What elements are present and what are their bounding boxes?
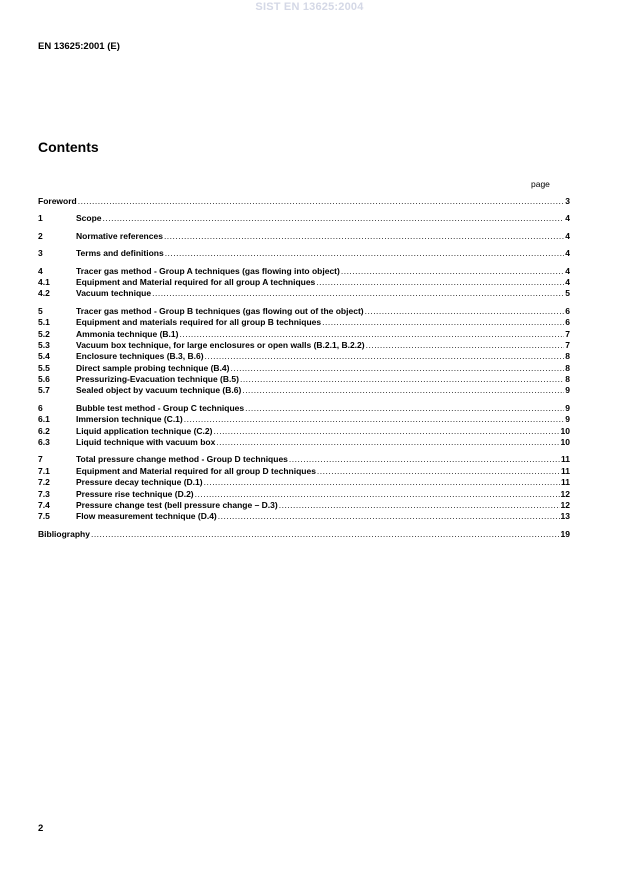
toc-entry-title: Bubble test method - Group C techniques <box>76 402 245 413</box>
toc-entry-page: 4 <box>565 213 570 224</box>
watermark: SIST EN 13625:2004 <box>255 1 364 13</box>
toc-entry[interactable] <box>38 340 570 351</box>
toc-entry-number: 6 <box>38 402 43 413</box>
page-number: 2 <box>38 823 44 834</box>
toc-entry-number: 4.2 <box>38 288 50 299</box>
toc-entry[interactable] <box>38 266 570 277</box>
toc-entry-page: 6 <box>565 317 570 328</box>
toc-entry[interactable] <box>38 477 570 488</box>
toc-group <box>38 231 570 242</box>
toc-entry-page: 7 <box>565 339 570 350</box>
toc-entry[interactable] <box>38 511 570 522</box>
toc-dot-leader <box>195 489 560 500</box>
toc-entry-title: Tracer gas method - Group B techniques (gas flowing out of the object) <box>76 305 364 316</box>
toc-dot-leader <box>152 288 564 299</box>
toc-entry-number: 5.2 <box>38 328 50 339</box>
toc-entry-page: 11 <box>561 454 570 465</box>
toc-entry-page: 3 <box>565 196 570 206</box>
toc-entry[interactable] <box>38 529 570 540</box>
toc-entry-title: Pressure decay technique (D.1) <box>76 477 203 488</box>
table-of-contents <box>38 196 570 546</box>
toc-entry-number: 5.4 <box>38 351 50 362</box>
page-title: Contents <box>38 139 99 155</box>
toc-entry-number: 6.3 <box>38 437 50 448</box>
toc-entry[interactable] <box>38 489 570 500</box>
toc-dot-leader <box>179 329 564 340</box>
toc-entry-page: 10 <box>560 425 570 436</box>
toc-entry-page: 4 <box>565 248 570 259</box>
toc-entry-number: 1 <box>38 213 43 224</box>
toc-entry-title: Immersion technique (C.1) <box>76 414 183 425</box>
toc-entry-title: Bibliography <box>38 528 90 539</box>
toc-entry[interactable] <box>38 437 570 448</box>
toc-group <box>38 266 570 300</box>
toc-entry[interactable] <box>38 363 570 374</box>
toc-entry-page: 11 <box>561 465 570 476</box>
toc-entry-title: Flow measurement technique (D.4) <box>76 511 217 522</box>
toc-entry-number: 5.6 <box>38 374 50 385</box>
toc-group <box>38 248 570 259</box>
toc-entry[interactable] <box>38 306 570 317</box>
toc-entry-number: 5.5 <box>38 362 50 373</box>
toc-dot-leader <box>204 477 560 488</box>
toc-dot-leader <box>91 529 560 540</box>
toc-entry-page: 7 <box>565 328 570 339</box>
toc-dot-leader <box>218 511 560 522</box>
toc-entry-title: Direct sample probing technique (B.4) <box>76 362 230 373</box>
document-id: EN 13625:2001 (E) <box>38 41 120 52</box>
toc-entry-number: 4 <box>38 265 43 276</box>
toc-dot-leader <box>242 385 564 396</box>
toc-entry-number: 5.3 <box>38 339 50 350</box>
toc-dot-leader <box>216 437 559 448</box>
toc-entry-page: 12 <box>560 488 570 499</box>
toc-entry-page: 6 <box>565 305 570 316</box>
toc-dot-leader <box>164 231 564 242</box>
toc-group <box>38 306 570 397</box>
toc-entry-title: Enclosure techniques (B.3, B.6) <box>76 351 204 362</box>
toc-entry-page: 9 <box>565 385 570 396</box>
toc-entry[interactable] <box>38 426 570 437</box>
toc-entry[interactable] <box>38 454 570 465</box>
toc-entry-number: 6.1 <box>38 414 50 425</box>
toc-entry-title: Liquid technique with vacuum box <box>76 437 216 448</box>
toc-entry[interactable] <box>38 466 570 477</box>
toc-entry-number: 4.1 <box>38 276 50 287</box>
toc-entry[interactable] <box>38 500 570 511</box>
toc-entry[interactable] <box>38 374 570 385</box>
toc-entry-number: 2 <box>38 230 43 241</box>
toc-entry-title: Normative references <box>76 230 163 241</box>
toc-entry[interactable] <box>38 414 570 425</box>
toc-dot-leader <box>279 500 560 511</box>
toc-entry-number: 3 <box>38 248 43 259</box>
toc-entry[interactable] <box>38 403 570 414</box>
toc-entry-number: 5.1 <box>38 317 50 328</box>
toc-entry-title: Sealed object by vacuum technique (B.6) <box>76 385 242 396</box>
toc-entry-number: 7.3 <box>38 488 50 499</box>
toc-dot-leader <box>366 340 565 351</box>
toc-entry-number: 6.2 <box>38 425 50 436</box>
toc-entry-page: 9 <box>565 414 570 425</box>
toc-entry-title: Liquid application technique (C.2) <box>76 425 213 436</box>
toc-entry-page: 13 <box>560 511 570 522</box>
toc-dot-leader <box>184 414 565 425</box>
toc-entry-page: 19 <box>560 528 570 539</box>
toc-entry-title: Equipment and materials required for all group B techniques <box>76 317 322 328</box>
toc-dot-leader <box>245 403 564 414</box>
toc-entry[interactable] <box>38 288 570 299</box>
toc-entry-page: 9 <box>565 402 570 413</box>
toc-dot-leader <box>365 306 565 317</box>
toc-dot-leader <box>213 426 559 437</box>
toc-entry-page: 8 <box>565 374 570 385</box>
toc-entry-title: Vacuum technique <box>76 288 152 299</box>
toc-group <box>38 529 570 540</box>
toc-entry-number: 7.1 <box>38 465 50 476</box>
toc-entry-title: Ammonia technique (B.1) <box>76 328 179 339</box>
toc-entry-number: 7.4 <box>38 499 50 510</box>
toc-entry-number: 7.2 <box>38 477 50 488</box>
toc-entry-number: 7 <box>38 454 43 465</box>
toc-group <box>38 454 570 522</box>
toc-entry-title: Pressure change test (bell pressure change – D.3) <box>76 499 278 510</box>
toc-entry-page: 10 <box>560 437 570 448</box>
toc-dot-leader <box>231 363 565 374</box>
toc-dot-leader <box>165 248 565 259</box>
toc-entry[interactable] <box>38 213 570 224</box>
toc-entry-page: 4 <box>565 230 570 241</box>
toc-entry-title: Pressure rise technique (D.2) <box>76 488 194 499</box>
toc-entry-page: 8 <box>565 362 570 373</box>
toc-entry-title: Pressurizing-Evacuation technique (B.5) <box>76 374 239 385</box>
toc-entry-page: 8 <box>565 351 570 362</box>
toc-dot-leader <box>322 317 564 328</box>
toc-entry[interactable] <box>38 231 570 242</box>
toc-entry-number: 5 <box>38 305 43 316</box>
toc-group <box>38 196 570 207</box>
toc-dot-leader <box>317 466 560 477</box>
toc-entry-title: Scope <box>76 213 102 224</box>
toc-entry-title: Terms and definitions <box>76 248 164 259</box>
toc-dot-leader <box>205 351 565 362</box>
toc-dot-leader <box>316 277 564 288</box>
toc-entry-title: Foreword <box>38 196 77 206</box>
toc-entry[interactable] <box>38 317 570 328</box>
toc-dot-leader <box>240 374 564 385</box>
toc-entry[interactable] <box>38 329 570 340</box>
toc-dot-leader <box>103 213 565 224</box>
toc-entry-page: 12 <box>560 499 570 510</box>
toc-dot-leader <box>341 266 564 277</box>
toc-entry-page: 4 <box>565 276 570 287</box>
toc-entry-page: 11 <box>561 477 570 488</box>
toc-entry-page: 5 <box>565 288 570 299</box>
toc-entry[interactable] <box>38 277 570 288</box>
toc-dot-leader <box>78 196 565 207</box>
toc-entry-title: Vacuum box technique, for large enclosures or open walls (B.2.1, B.2.2) <box>76 339 365 350</box>
toc-entry-title: Equipment and Material required for all group D techniques <box>76 465 316 476</box>
toc-entry[interactable] <box>38 248 570 259</box>
toc-entry-number: 5.7 <box>38 385 50 396</box>
toc-group <box>38 213 570 224</box>
toc-entry-title: Tracer gas method - Group A techniques (gas flowing into object) <box>76 265 340 276</box>
toc-entry-title: Equipment and Material required for all group A techniques <box>76 276 316 287</box>
toc-entry[interactable] <box>38 385 570 396</box>
toc-entry-number: 7.5 <box>38 511 50 522</box>
toc-group <box>38 403 570 449</box>
toc-entry[interactable] <box>38 196 570 207</box>
toc-entry[interactable] <box>38 351 570 362</box>
toc-dot-leader <box>289 454 560 465</box>
toc-entry-page: 4 <box>565 265 570 276</box>
toc-entry-title: Total pressure change method - Group D techniques <box>76 454 288 465</box>
page-column-label: page <box>531 179 550 189</box>
